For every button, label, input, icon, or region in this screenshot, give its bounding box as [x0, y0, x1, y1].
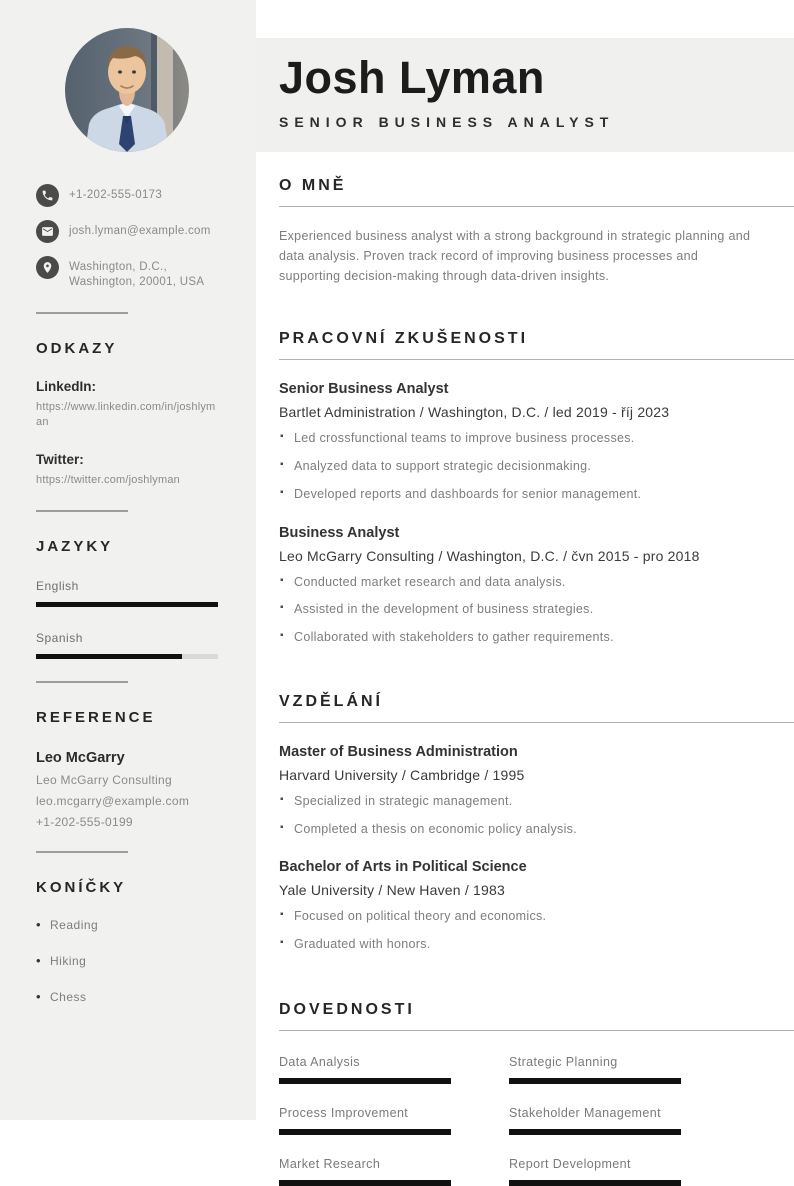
experience-heading: PRACOVNÍ ZKUŠENOSTI: [279, 330, 529, 348]
hobby-item: • Reading: [36, 918, 218, 932]
language-level-track: [36, 654, 218, 659]
education-entry: [279, 859, 794, 954]
contact-address-line1: Washington, D.C.,: [69, 261, 167, 273]
phone-icon: [36, 184, 59, 207]
link-label: LinkedIn:: [36, 379, 96, 394]
education-entry: [279, 744, 794, 839]
education-section: [256, 693, 794, 954]
language-level-track: [36, 602, 218, 607]
skills-heading: DOVEDNOSTI: [279, 1000, 415, 1018]
degree-bullet: ▪ Graduated with honors.: [279, 935, 794, 954]
skill-name: Stakeholder Management: [509, 1105, 661, 1120]
sidebar-divider: [36, 510, 128, 512]
job-bullet: ▪ Conducted market research and data analysis.: [279, 573, 794, 592]
contact-email-value: josh.lyman@example.com: [69, 225, 211, 237]
skill-bar: [509, 1180, 681, 1186]
skill-item: [509, 1055, 685, 1084]
language-name: English: [36, 579, 79, 593]
skill-name: Market Research: [279, 1156, 381, 1171]
degree-title: Bachelor of Arts in Political Science: [279, 859, 527, 876]
link-url[interactable]: https://twitter.com/joshlyman: [36, 474, 180, 486]
section-rule: [279, 722, 794, 723]
skill-bar: [279, 1129, 451, 1135]
sidebar-divider: [36, 312, 128, 314]
link-item-twitter: [36, 452, 218, 488]
profile-photo-image: [65, 28, 189, 152]
language-name: Spanish: [36, 631, 83, 645]
skill-bar: [509, 1078, 681, 1084]
skill-name: Report Development: [509, 1156, 631, 1171]
hobby-list: [36, 918, 218, 1004]
about-section: [256, 177, 794, 286]
job-bullet: ▪ Analyzed data to support strategic decisionmaking.: [279, 457, 794, 476]
reference-section-heading: REFERENCE: [36, 709, 156, 726]
links-section-heading: ODKAZY: [36, 340, 118, 357]
section-rule: [279, 206, 794, 207]
job-title: Business Analyst: [279, 524, 400, 541]
sidebar-divider: [36, 681, 128, 683]
skill-item: [279, 1106, 455, 1135]
contact-phone: [36, 184, 218, 207]
contact-address-line2: Washington, 20001, USA: [69, 276, 205, 288]
degree-bullet: ▪ Specialized in strategic management.: [279, 792, 794, 811]
link-label: Twitter:: [36, 452, 84, 467]
job-bullet: ▪ Collaborated with stakeholders to gather requirements.: [279, 628, 794, 647]
skill-item: [509, 1157, 685, 1186]
reference-name: Leo McGarry: [36, 750, 125, 766]
job-meta: Leo McGarry Consulting / Washington, D.C. / čvn 2015 - pro 2018: [279, 547, 700, 564]
degree-bullets: [279, 792, 794, 839]
top-spacer: [256, 0, 794, 38]
skill-bar: [509, 1129, 681, 1135]
languages-section-heading: JAZYKY: [36, 538, 114, 555]
degree-meta: Harvard University / Cambridge / 1995: [279, 766, 525, 783]
skill-name: Data Analysis: [279, 1054, 360, 1069]
job-bullets: [279, 573, 794, 647]
sidebar-divider: [36, 851, 128, 853]
job-title: Senior Business Analyst: [279, 381, 449, 398]
experience-entry: [279, 381, 794, 503]
job-bullet: ▪ Developed reports and dashboards for senior management.: [279, 485, 794, 504]
link-item-linkedin: [36, 379, 218, 430]
skill-item: [279, 1157, 455, 1186]
contact-list: [36, 184, 218, 290]
main-content: [256, 0, 794, 1171]
sidebar: [0, 0, 256, 1120]
language-item: [36, 631, 218, 659]
reference-company: Leo McGarry Consulting: [36, 773, 172, 787]
skills-grid: [279, 1055, 794, 1186]
degree-title: Master of Business Administration: [279, 743, 518, 760]
experience-entry: [279, 525, 794, 647]
skills-section: [256, 1001, 794, 1186]
skill-item: [509, 1106, 685, 1135]
skill-bar: [279, 1180, 451, 1186]
contact-phone-value: +1-202-555-0173: [69, 189, 163, 201]
skill-bar: [279, 1078, 451, 1084]
profile-photo: [65, 28, 189, 152]
language-level-bar: [36, 654, 182, 659]
about-text: Experienced business analyst with a strong background in strategic planning and data analysis. Proven track record of improving business processes and supporting decision-making through data-driven insights.: [279, 229, 751, 283]
skill-name: Strategic Planning: [509, 1054, 618, 1069]
job-bullet: ▪ Led crossfunctional teams to improve business processes.: [279, 429, 794, 448]
job-bullet: ▪ Assisted in the development of business strategies.: [279, 600, 794, 619]
degree-bullet: ▪ Completed a thesis on economic policy analysis.: [279, 820, 794, 839]
contact-email: [36, 220, 218, 243]
reference-email: leo.mcgarry@example.com: [36, 794, 190, 808]
hobbies-section-heading: KONÍČKY: [36, 879, 127, 896]
reference-phone: +1-202-555-0199: [36, 815, 133, 829]
job-bullets: [279, 429, 794, 503]
education-heading: VZDĚLÁNÍ: [279, 692, 383, 710]
contact-address: [36, 256, 218, 290]
about-heading: O MNĚ: [279, 177, 347, 194]
degree-bullet: ▪ Focused on political theory and economics.: [279, 907, 794, 926]
section-rule: [279, 1030, 794, 1031]
experience-section: [256, 330, 794, 647]
person-job-title: SENIOR BUSINESS ANALYST: [279, 114, 615, 130]
language-level-bar: [36, 602, 218, 607]
language-item: [36, 579, 218, 607]
job-meta: Bartlet Administration / Washington, D.C. / led 2019 - říj 2023: [279, 404, 670, 421]
link-url[interactable]: https://www.linkedin.com/in/joshlyman: [36, 401, 216, 428]
contact-address-value: [69, 256, 204, 290]
degree-meta: Yale University / New Haven / 1983: [279, 882, 505, 899]
section-rule: [279, 359, 794, 360]
hobby-item: • Hiking: [36, 954, 218, 968]
hobby-item: • Chess: [36, 990, 218, 1004]
mail-icon: [36, 220, 59, 243]
resume-header: [256, 38, 794, 152]
location-pin-icon: [36, 256, 59, 279]
skill-item: [279, 1055, 455, 1084]
skill-name: Process Improvement: [279, 1105, 409, 1120]
degree-bullets: [279, 907, 794, 954]
person-name: Josh Lyman: [279, 52, 545, 103]
